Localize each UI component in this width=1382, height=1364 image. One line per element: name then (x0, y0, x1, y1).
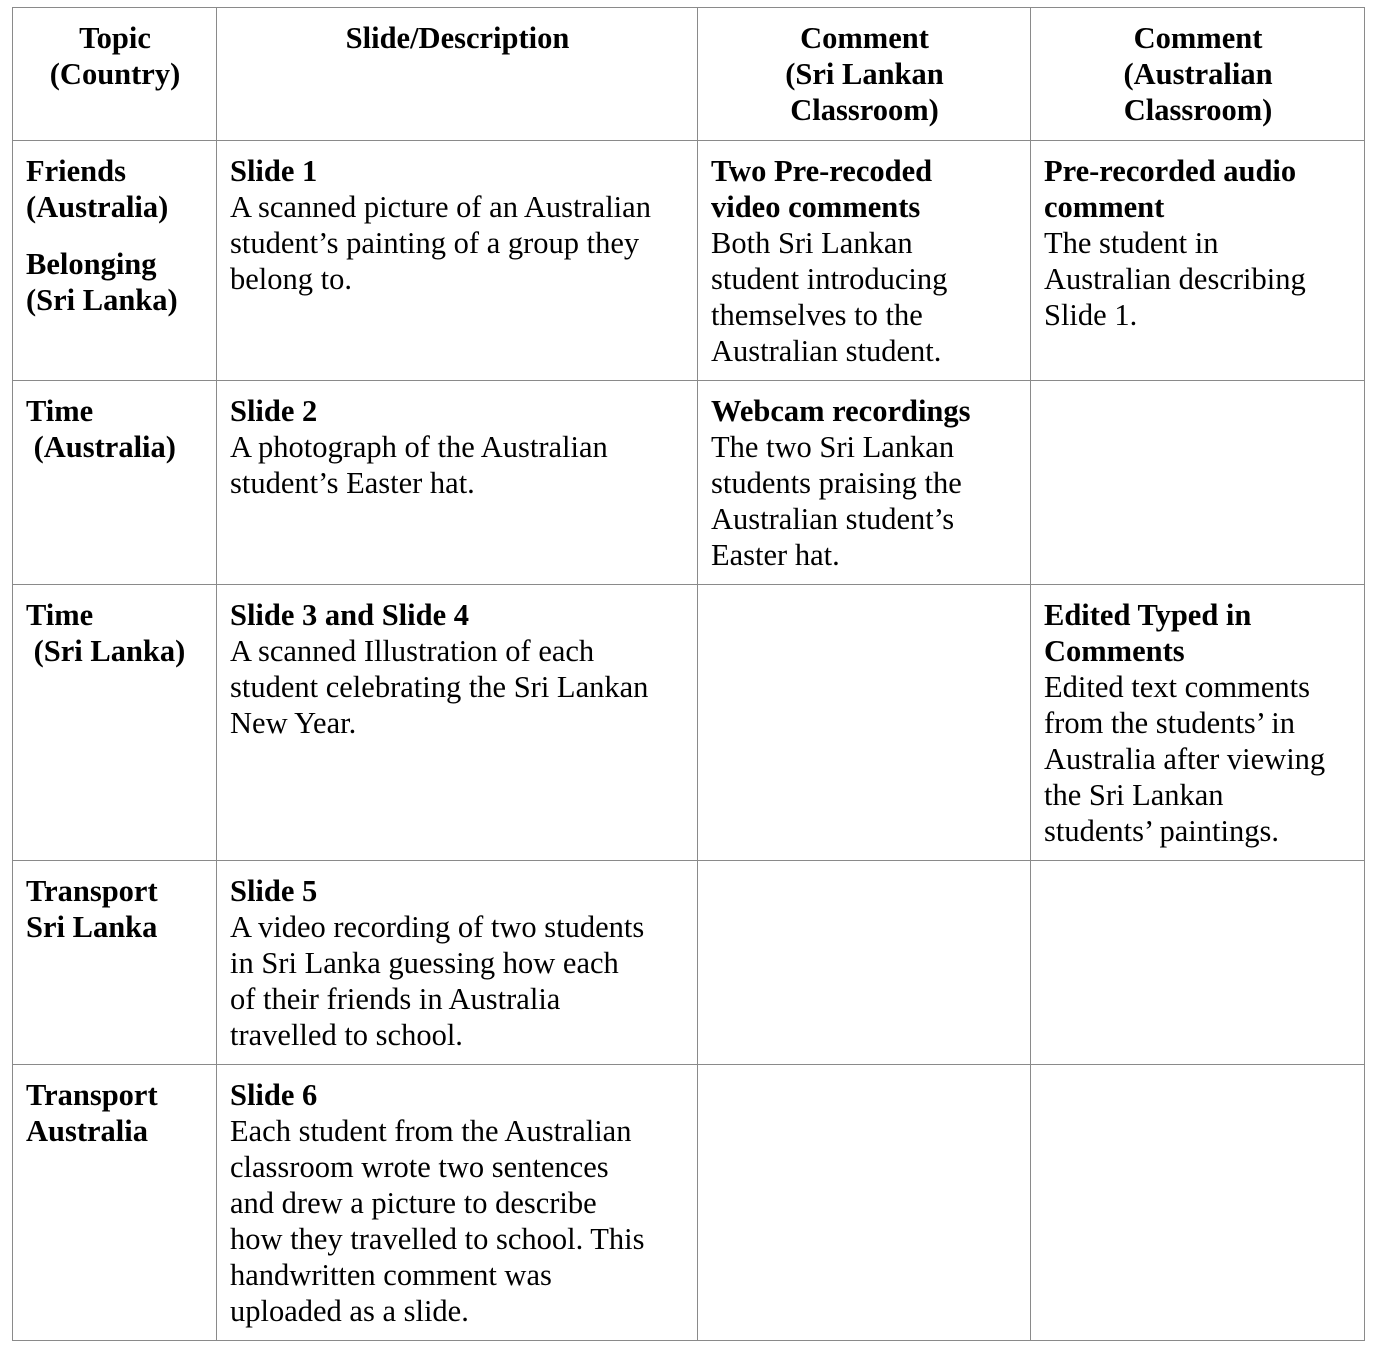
slide-description-cell: Slide 6 Each student from the Australian classroom wrote two sentences and drew a picture to describe how they travelled to school. This handwritten comment was uploaded as a slide. (217, 1065, 698, 1341)
header-slide-description: Slide/Description (217, 8, 698, 141)
sri-lankan-comment-cell (698, 861, 1031, 1065)
sri-lankan-comment-cell: Webcam recordings The two Sri Lankan students praising the Australian student’s Easter hat. (698, 381, 1031, 585)
table-row (13, 1065, 1365, 1341)
table-row (13, 141, 1365, 381)
sri-lankan-comment-cell (698, 1065, 1031, 1341)
slide-description-cell: Slide 2 A photograph of the Australian student’s Easter hat. (217, 381, 698, 585)
slide-description-cell: Slide 3 and Slide 4 A scanned Illustration of each student celebrating the Sri Lankan New Year. (217, 585, 698, 861)
australian-comment-cell: Pre-recorded audio comment The student in Australian describing Slide 1. (1031, 141, 1365, 381)
header-row (13, 8, 1365, 141)
table-row (13, 861, 1365, 1065)
table-row (13, 381, 1365, 585)
header-comment-sri-lankan: Comment (Sri Lankan Classroom) (698, 8, 1031, 141)
topic-cell: Friends (Australia) Belonging (Sri Lanka) (13, 141, 217, 381)
header-topic: Topic (Country) (13, 8, 217, 141)
slide-description-cell: Slide 5 A video recording of two students in Sri Lanka guessing how each of their friends in Australia travelled to school. (217, 861, 698, 1065)
sri-lankan-comment-cell (698, 585, 1031, 861)
australian-comment-cell: Edited Typed in Comments Edited text comments from the students’ in Australia after viewing the Sri Lankan students’ paintings. (1031, 585, 1365, 861)
topic-cell: Transport Australia (13, 1065, 217, 1341)
australian-comment-cell (1031, 1065, 1365, 1341)
sri-lankan-comment-cell: Two Pre-recoded video comments Both Sri Lankan student introducing themselves to the Australian student. (698, 141, 1031, 381)
topic-cell: Time (Sri Lanka) (13, 585, 217, 861)
slide-description-cell: Slide 1 A scanned picture of an Australian student’s painting of a group they belong to. (217, 141, 698, 381)
australian-comment-cell (1031, 861, 1365, 1065)
header-comment-australian: Comment (Australian Classroom) (1031, 8, 1365, 141)
australian-comment-cell (1031, 381, 1365, 585)
table-row (13, 585, 1365, 861)
slides-comments-table (12, 7, 1365, 1341)
topic-cell: Transport Sri Lanka (13, 861, 217, 1065)
topic-cell: Time (Australia) (13, 381, 217, 585)
